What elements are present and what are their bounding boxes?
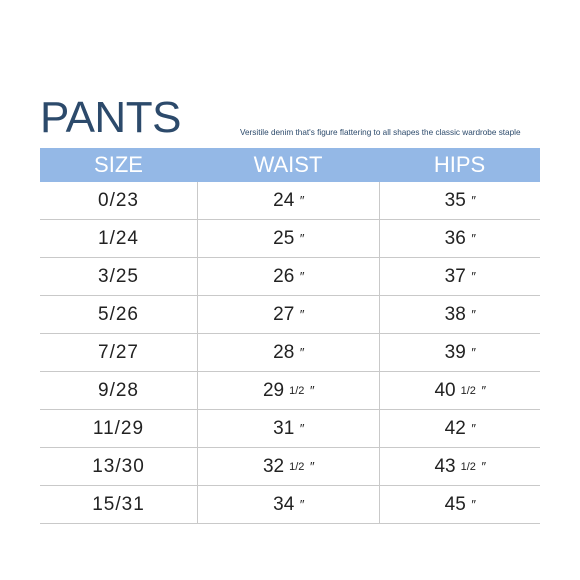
hips-fraction: 1/2 [460, 460, 476, 473]
waist-cell [197, 220, 379, 257]
waist-fraction: 1/2 [289, 384, 305, 397]
hips-fraction: 1/2 [460, 384, 476, 397]
hips-value: 43 [434, 455, 456, 477]
table-row [40, 486, 540, 524]
waist-value: 31 [273, 417, 295, 439]
waist-fraction: 1/2 [289, 460, 305, 473]
waist-value: 25 [273, 227, 295, 249]
table-row [40, 258, 540, 296]
inch-mark: ″ [470, 497, 476, 512]
inch-mark: ″ [299, 193, 304, 208]
waist-cell [197, 258, 379, 295]
inch-mark: ″ [470, 231, 476, 246]
waist-cell [197, 448, 379, 485]
waist-cell [197, 486, 379, 523]
table-row [40, 296, 540, 334]
inch-mark: ″ [470, 421, 476, 436]
inch-mark: ″ [299, 497, 304, 512]
hips-value: 40 [434, 379, 456, 401]
hips-cell [379, 182, 540, 219]
header-waist: WAIST [253, 152, 323, 177]
hips-cell [379, 448, 540, 485]
size-cell: 1/24 [98, 227, 139, 249]
header-size: SIZE [94, 152, 143, 177]
waist-cell [197, 372, 379, 409]
hips-value: 36 [444, 227, 466, 249]
header-hips: HIPS [433, 152, 486, 177]
table-body [40, 182, 540, 524]
size-cell: 3/25 [98, 265, 139, 287]
waist-value: 28 [273, 341, 295, 363]
waist-cell [197, 182, 379, 219]
size-cell: 0/23 [98, 189, 139, 211]
table-row [40, 334, 540, 372]
hips-cell [379, 372, 540, 409]
table-header [40, 148, 540, 182]
waist-cell [197, 410, 379, 447]
hips-value: 37 [444, 265, 466, 287]
inch-mark: ″ [309, 459, 315, 474]
hips-cell [379, 334, 540, 371]
table-row [40, 448, 540, 486]
waist-cell [197, 334, 379, 371]
hips-value: 38 [444, 303, 466, 325]
hips-value: 42 [444, 417, 466, 439]
hips-value: 45 [444, 493, 466, 515]
waist-value: 27 [273, 303, 295, 325]
table-row [40, 410, 540, 448]
page-subtitle: Versitile denim that's figure flattering to all shapes the classic wardrobe staple [240, 128, 521, 137]
hips-cell [379, 410, 540, 447]
inch-mark: ″ [299, 231, 304, 246]
waist-value: 24 [273, 189, 295, 211]
size-cell: 7/27 [98, 341, 139, 363]
waist-value: 26 [273, 265, 295, 287]
inch-mark: ″ [309, 383, 315, 398]
inch-mark: ″ [480, 459, 486, 474]
inch-mark: ″ [299, 307, 304, 322]
inch-mark: ″ [480, 383, 486, 398]
hips-cell [379, 486, 540, 523]
waist-value: 34 [273, 493, 295, 515]
inch-mark: ″ [470, 193, 476, 208]
table-row [40, 182, 540, 220]
hips-cell [379, 258, 540, 295]
hips-cell [379, 296, 540, 333]
inch-mark: ″ [299, 269, 304, 284]
size-cell: 15/31 [92, 493, 145, 515]
size-cell: 5/26 [98, 303, 139, 325]
inch-mark: ″ [470, 307, 476, 322]
page-title: PANTS [40, 93, 181, 142]
waist-cell [197, 296, 379, 333]
hips-cell [379, 220, 540, 257]
inch-mark: ″ [470, 269, 476, 284]
hips-value: 35 [444, 189, 466, 211]
inch-mark: ″ [470, 345, 476, 360]
waist-value: 29 [262, 379, 285, 401]
table-row [40, 372, 540, 410]
size-cell: 13/30 [92, 455, 145, 477]
hips-value: 39 [444, 341, 466, 363]
size-cell: 11/29 [92, 417, 145, 439]
size-chart-table [40, 148, 540, 524]
inch-mark: ″ [299, 345, 304, 360]
inch-mark: ″ [299, 421, 304, 436]
table-row [40, 220, 540, 258]
size-cell: 9/28 [98, 379, 139, 401]
waist-value: 32 [262, 455, 285, 477]
